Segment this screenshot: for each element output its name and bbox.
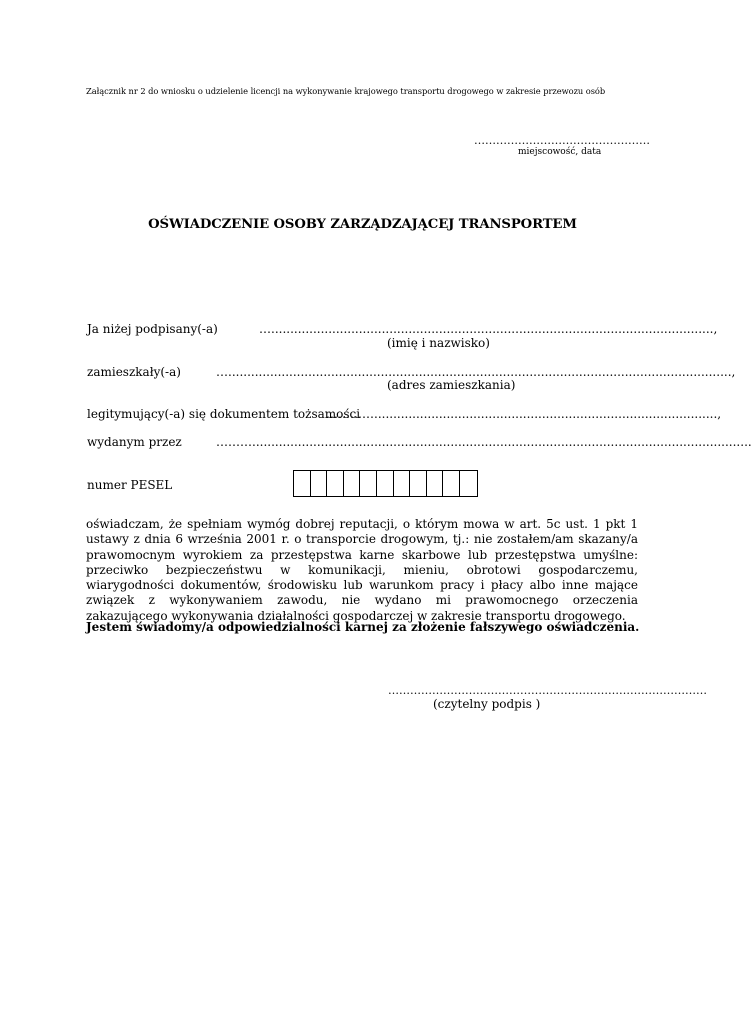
signature-line[interactable]: ……………………………………………………………………………	[388, 684, 707, 697]
declaration-text: oświadczam, że spełniam wymóg dobrej reputacji, o którym mowa w art. 5c ust. 1 pkt 1 ustawy z dnia 6 września 2001 r. o transporcie drogowym, tj.: nie zostałem/am skazany/a prawomocnym wyrokiem za przestępstwa karne skarbowe lub przestępstwa umyślne: przeciwko bezpieczeństwu w komunikacji, mieniu, obrotowi gospodarczemu, wiarygodności dokumentów, środowisku lub warunkom pracy i płacy albo inne mające związek z wykonywaniem zawodu, nie wydano mi prawomocnego orzeczenia zakazującego wykonywania działalności gospodarczej w zakresie transportu drogowego.	[86, 517, 638, 623]
pesel-digit-cell[interactable]	[344, 471, 361, 496]
signer-label: Ja niżej podpisany(-a)	[87, 322, 218, 336]
issued-by-label: wydanym przez	[87, 435, 182, 449]
pesel-grid	[293, 470, 478, 497]
pesel-digit-cell[interactable]	[327, 471, 344, 496]
residence-label: zamieszkały(-a)	[87, 365, 181, 379]
pesel-digit-cell[interactable]	[410, 471, 427, 496]
pesel-digit-cell[interactable]	[460, 471, 477, 496]
residence-caption: (adres zamieszkania)	[387, 378, 516, 392]
signer-caption: (imię i nazwisko)	[387, 336, 490, 350]
pesel-digit-cell[interactable]	[377, 471, 394, 496]
residence-field[interactable]: …....................................................................................................................................,	[216, 365, 736, 379]
id-document-field[interactable]: …………..........................................................................................,	[326, 407, 722, 421]
id-document-label: legitymujący(-a) się dokumentem tożsamości	[87, 407, 361, 421]
signer-name-field[interactable]: …....................................................................................................................,	[259, 322, 718, 336]
liability-note: Jestem świadomy/a odpowiedzialności karnej za złożenie fałszywego oświadczenia.	[86, 620, 640, 634]
signature-label: (czytelny podpis )	[433, 697, 541, 711]
pesel-digit-cell[interactable]	[360, 471, 377, 496]
document-title: OŚWIADCZENIE OSOBY ZARZĄDZAJĄCEJ TRANSPORTEM	[148, 217, 577, 232]
pesel-digit-cell[interactable]	[311, 471, 328, 496]
pesel-digit-cell[interactable]	[427, 471, 444, 496]
pesel-digit-cell[interactable]	[394, 471, 411, 496]
place-date-label: miejscowość, data	[518, 147, 602, 157]
place-date-line: …………………………………………	[474, 134, 650, 147]
issued-by-field[interactable]: ………...................................................................................................................................	[216, 435, 752, 449]
pesel-digit-cell[interactable]	[443, 471, 460, 496]
pesel-digit-cell[interactable]	[294, 471, 311, 496]
pesel-label: numer PESEL	[87, 478, 173, 492]
attachment-note: Załącznik nr 2 do wniosku o udzielenie licencji na wykonywanie krajowego transportu drogowego w zakresie przewozu osób	[86, 86, 606, 96]
